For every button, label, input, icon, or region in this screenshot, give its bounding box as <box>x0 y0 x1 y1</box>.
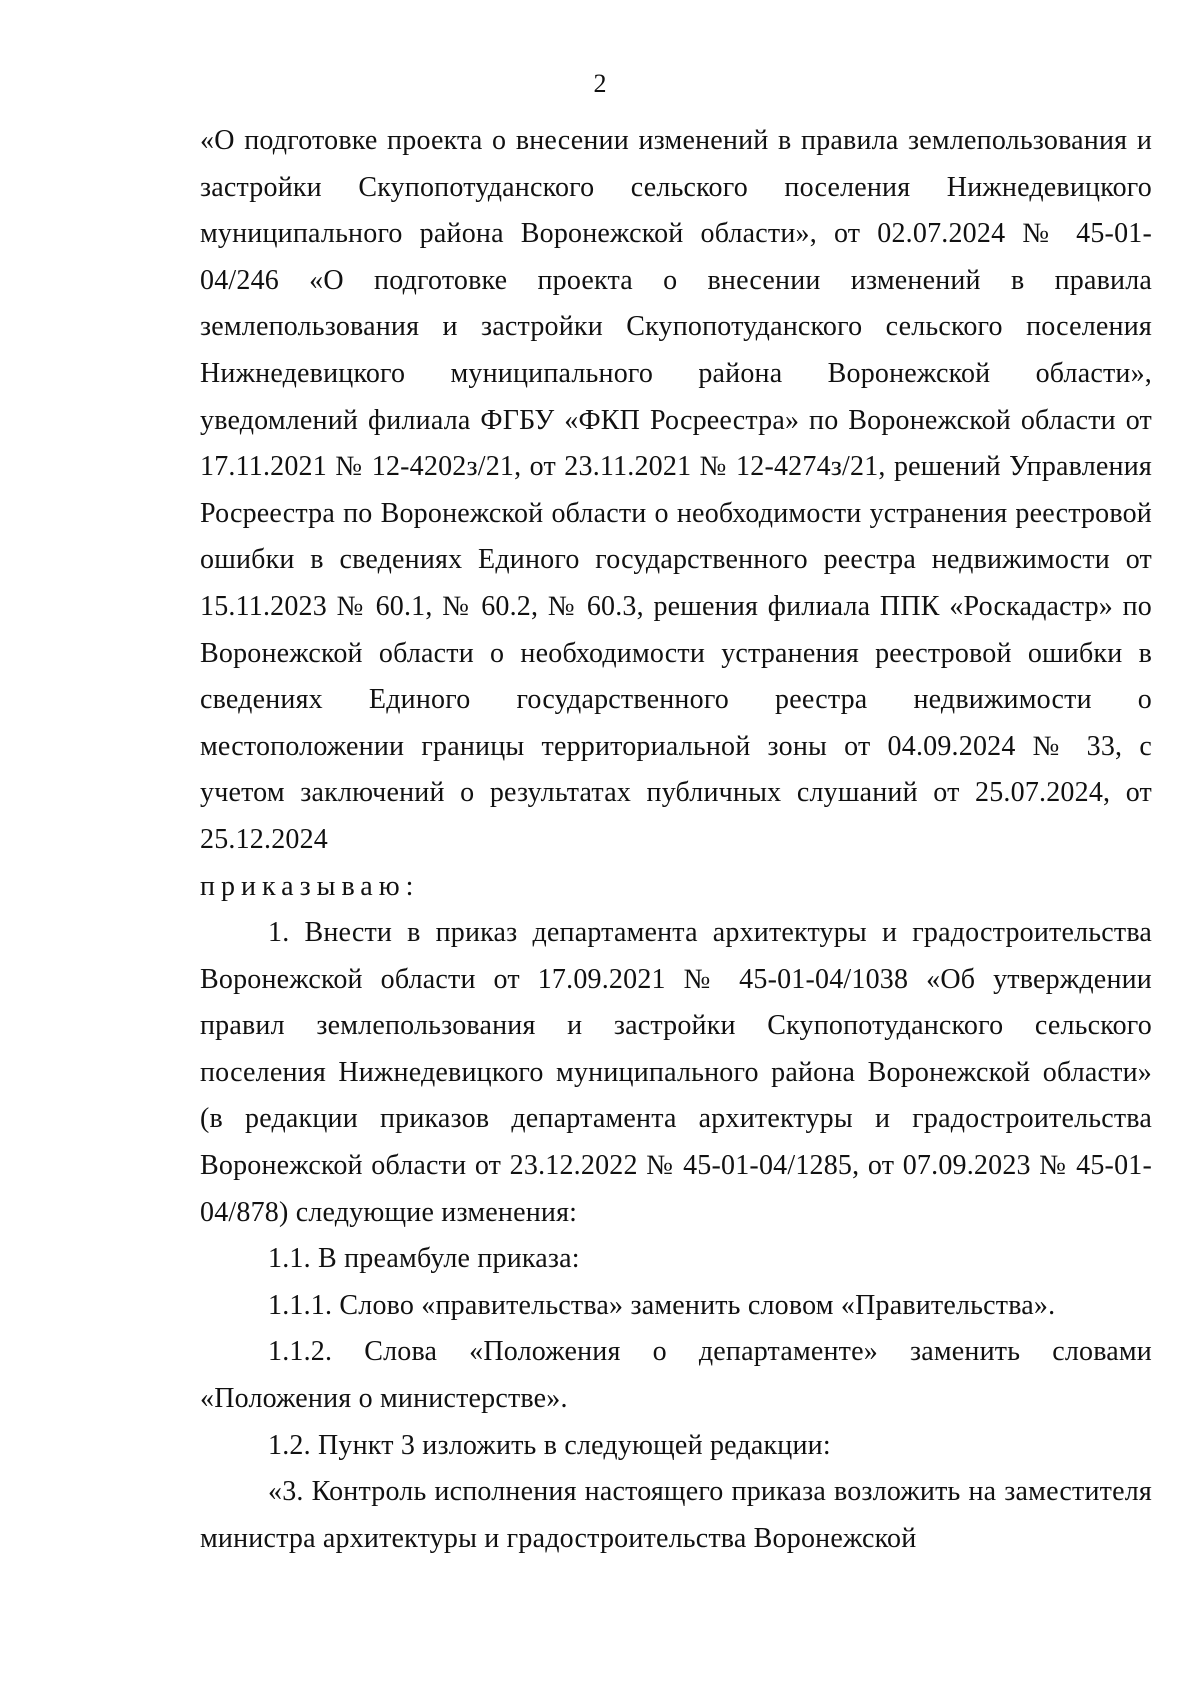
item-1-1-2-paragraph: 1.1.2. Слова «Положения о департаменте» заменить словами «Положения о министерстве». <box>200 1336 1152 1415</box>
document-body <box>200 118 1152 1562</box>
item-3-quote-paragraph: «3. Контроль исполнения настоящего приказа возложить на заместителя министра архитектуры и градостроительства Воронежской <box>200 1476 1152 1554</box>
item-1-paragraph: 1. Внести в приказ департамента архитектуры и градостроительства Воронежской области от 17.09.2021 № 45-01-04/1038 «Об утверждении правил землепользования и застройки Скупопотуданского сельского поселения Нижнедевицкого муниципального района Воронежской области» (в редакции приказов департамента архитектуры и градостроительства Воронежской области от 23.12.2022 № 45-01-04/1285, от 07.09.2023 № 45-01-04/878) следующие изменения: <box>200 917 1152 1228</box>
item-1-1-1-paragraph: 1.1.1. Слово «правительства» заменить словом «Правительства». <box>268 1289 1056 1321</box>
item-1-1-paragraph: 1.1. В преамбуле приказа: <box>268 1243 580 1275</box>
page-number: 2 <box>593 69 607 98</box>
item-1-2-paragraph: 1.2. Пункт 3 изложить в следующей редакции: <box>268 1429 831 1461</box>
order-word: приказываю: <box>200 870 420 902</box>
preamble-paragraph: «О подготовке проекта о внесении изменений в правила землепользования и застройки Скупопотуданского сельского поселения Нижнедевицкого муниципального района Воронежской области», от 02.07.2024 № 45-01-04/246 «О подготовке проекта о внесении изменений в правила землепользования и застройки Скупопотуданского сельского поселения Нижнедевицкого муниципального района Воронежской области», уведомлений филиала ФГБУ «ФКП Росреестра» по Воронежской области от 17.11.2021 № 12-4202з/21, от 23.11.2021 № 12-4274з/21, решений Управления Росреестра по Воронежской области о необходимости устранения реестровой ошибки в сведениях Единого государственного реестра недвижимости от 15.11.2023 № 60.1, № 60.2, № 60.3, решения филиала ППК «Роскадастр» по Воронежской области о необходимости устранения реестровой ошибки в сведениях Единого государственного реестра недвижимости о местоположении границы территориальной зоны от 04.09.2024 № 33, с учетом заключений о результатах публичных слушаний от 25.07.2024, от 25.12.2024 <box>200 125 1152 855</box>
